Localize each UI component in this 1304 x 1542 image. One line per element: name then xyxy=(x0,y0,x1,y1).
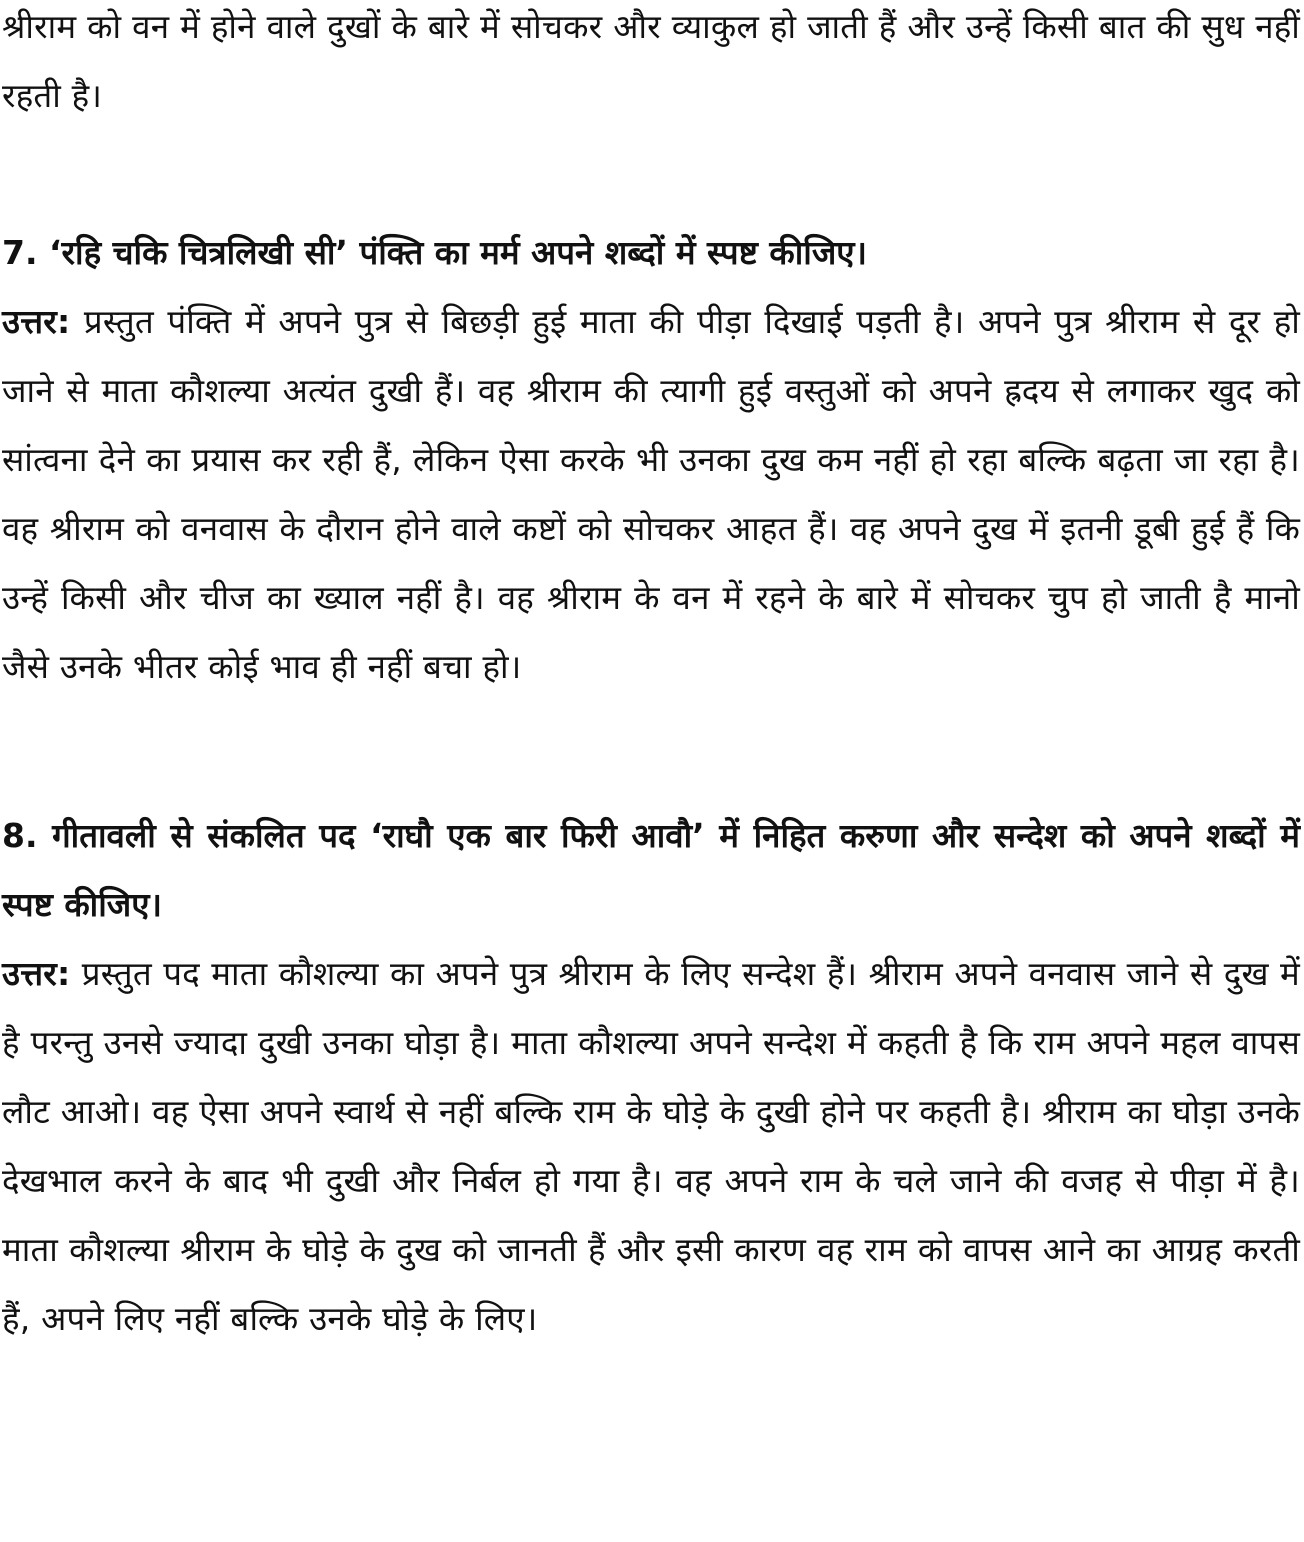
intro-paragraph: श्रीराम को वन में होने वाले दुखों के बारे में सोचकर और व्याकुल हो जाती हैं और उन्हें किसी बात की सुध नहीं रहती है। xyxy=(2,7,1300,115)
section-gap xyxy=(2,701,1300,801)
answer-8-paragraph xyxy=(2,939,1300,1353)
question-8-heading: 8. गीतावली से संकलित पद ‘राघौ एक बार फिरी आवौ’ में निहित करुणा और सन्देश को अपने शब्दों में स्पष्ट कीजिए। xyxy=(2,816,1300,924)
question-7-heading: 7. ‘रहि चकि चित्रलिखी सी’ पंक्ति का मर्म अपने शब्दों में स्पष्ट कीजिए। xyxy=(2,233,868,272)
answer-7-label: उत्तर: xyxy=(2,302,71,341)
section-gap xyxy=(2,130,1300,218)
answer-8-text: प्रस्तुत पद माता कौशल्या का अपने पुत्र श्रीराम के लिए सन्देश हैं। श्रीराम अपने वनवास जाने से दुख में है परन्तु उनसे ज्यादा दुखी उनका घोड़ा है। माता कौशल्या अपने सन्देश में कहती है कि राम अपने महल वापस लौट आओ। वह ऐसा अपने स्वार्थ से नहीं बल्कि राम के घोड़े के दुखी होने पर कहती है। श्रीराम का घोड़ा उनके देखभाल करने के बाद भी दुखी और निर्बल हो गया है। वह अपने राम के चले जाने की वजह से पीड़ा में है। माता कौशल्या श्रीराम के घोड़े के दुख को जानती हैं और इसी कारण वह राम को वापस आने का आग्रह करती हैं, अपने लिए नहीं बल्कि उनके घोड़े के लिए। xyxy=(2,954,1300,1338)
answer-7-paragraph xyxy=(2,287,1300,701)
answer-7-text: प्रस्तुत पंक्ति में अपने पुत्र से बिछड़ी हुई माता की पीड़ा दिखाई पड़ती है। अपने पुत्र श्रीराम से दूर हो जाने से माता कौशल्या अत्यंत दुखी हैं। वह श्रीराम की त्यागी हुई वस्तुओं को अपने ह्रदय से लगाकर खुद को सांत्वना देने का प्रयास कर रही हैं, लेकिन ऐसा करके भी उनका दुख कम नहीं हो रहा बल्कि बढ़ता जा रहा है। वह श्रीराम को वनवास के दौरान होने वाले कष्टों को सोचकर आहत हैं। वह अपने दुख में इतनी डूबी हुई हैं कि उन्हें किसी और चीज का ख्याल नहीं है। वह श्रीराम के वन में रहने के बारे में सोचकर चुप हो जाती है मानो जैसे उनके भीतर कोई भाव ही नहीं बचा हो। xyxy=(2,302,1300,686)
answer-8-label: उत्तर: xyxy=(2,954,71,993)
